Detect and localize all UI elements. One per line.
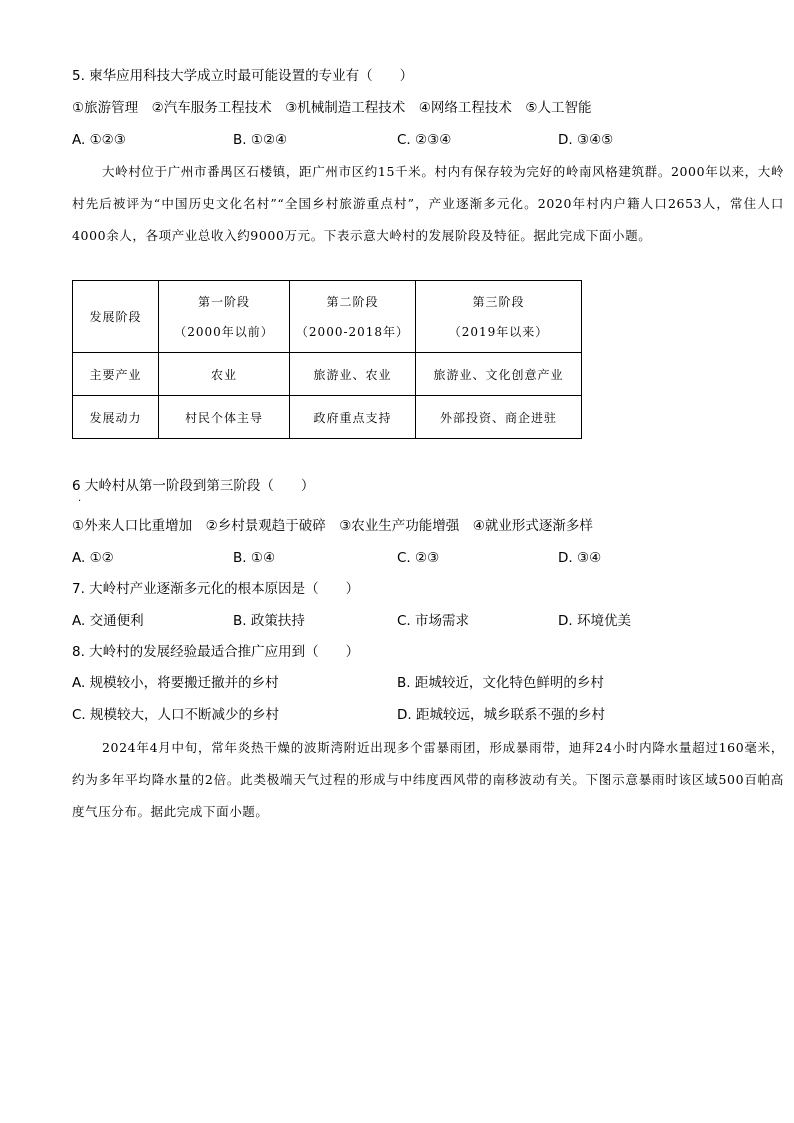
passage-dubai-rainstorm: 2024年4月中旬，常年炎热干燥的波斯湾附近出现多个雷暴雨团，形成暴雨带，迪拜24小时内降水量超过160毫米，约为多年平均降水量的2倍。此类极端天气过程的形成与中纬度西风带的南移波动有关。下图示意暴雨时该区域500百帕高度气压分布。据此完成下面小题。 <box>72 740 784 819</box>
passage-dalingcun: 大岭村位于广州市番禺区石楼镇，距广州市区约15千米。村内有保存较为完好的岭南风格建筑群。2000年以来，大岭村先后被评为“中国历史文化名村”“全国乡村旅游重点村”，产业逐渐多元化。2020年村内户籍人口2653人，常住人口4000余人，各项产业总收入约9000万元。下表示意大岭村的发展阶段及特征。据此完成下面小题。 <box>72 164 784 243</box>
stray-dot: · <box>78 496 82 507</box>
table-cell: 旅游业、农业 <box>290 353 416 396</box>
question-7-option-a: A. 交通便利 <box>72 613 144 629</box>
table-header-label: 发展阶段 <box>73 281 159 353</box>
question-6-option-d: D. ③④ <box>558 550 602 566</box>
stage-3-name: 第三阶段 <box>472 294 525 309</box>
question-5-stem: 5. 柬华应用科技大学成立时最可能设置的专业有（ ） <box>72 68 414 84</box>
question-8-stem: 8. 大岭村的发展经验最适合推广应用到（ ） <box>72 644 360 660</box>
table-header-stage-1 <box>159 281 290 353</box>
table-cell: 旅游业、文化创意产业 <box>416 353 582 396</box>
table-cell: 政府重点支持 <box>290 396 416 439</box>
question-8-option-b: B. 距城较近，文化特色鲜明的乡村 <box>397 675 604 691</box>
question-5-option-d: D. ③④⑤ <box>558 132 614 148</box>
table-cell: 村民个体主导 <box>159 396 290 439</box>
stage-2-name: 第二阶段 <box>326 294 379 309</box>
question-5-choices: ①旅游管理 ②汽车服务工程技术 ③机械制造工程技术 ④网络工程技术 ⑤人工智能 <box>72 100 592 116</box>
question-6-option-a: A. ①② <box>72 550 114 566</box>
row-label: 主要产业 <box>73 353 159 396</box>
question-6-option-c: C. ②③ <box>397 550 440 566</box>
row-label: 发展动力 <box>73 396 159 439</box>
development-stage-table <box>72 280 582 439</box>
question-8-option-c: C. 规模较大，人口不断减少的乡村 <box>72 707 280 723</box>
stage-3-period: （2019年以来） <box>448 324 549 339</box>
question-5-option-c: C. ②③④ <box>397 132 452 148</box>
question-7-stem: 7. 大岭村产业逐渐多元化的根本原因是（ ） <box>72 581 360 597</box>
table-row <box>73 396 582 439</box>
question-7-option-c: C. 市场需求 <box>397 613 470 629</box>
question-5-option-b: B. ①②④ <box>233 132 288 148</box>
table-header-stage-3 <box>416 281 582 353</box>
question-7-option-b: B. 政策扶持 <box>233 613 305 629</box>
table-row <box>73 353 582 396</box>
question-8-option-d: D. 距城较远，城乡联系不强的乡村 <box>397 707 605 723</box>
stage-1-period: （2000年以前） <box>174 324 274 339</box>
question-6-option-b: B. ①④ <box>233 550 276 566</box>
stage-1-name: 第一阶段 <box>197 294 250 309</box>
question-7-option-d: D. 环境优美 <box>558 613 631 629</box>
question-6-stem: 6 大岭村从第一阶段到第三阶段（ ） <box>72 478 315 494</box>
table-cell: 外部投资、商企进驻 <box>416 396 582 439</box>
question-5-option-a: A. ①②③ <box>72 132 126 148</box>
question-8-option-a: A. 规模较小，将要搬迁撤并的乡村 <box>72 675 279 691</box>
stage-2-period: （2000-2018年） <box>295 324 410 339</box>
table-header-stage-2 <box>290 281 416 353</box>
table-cell: 农业 <box>159 353 290 396</box>
question-6-choices: ①外来人口比重增加 ②乡村景观趋于破碎 ③农业生产功能增强 ④就业形式逐渐多样 <box>72 518 593 534</box>
